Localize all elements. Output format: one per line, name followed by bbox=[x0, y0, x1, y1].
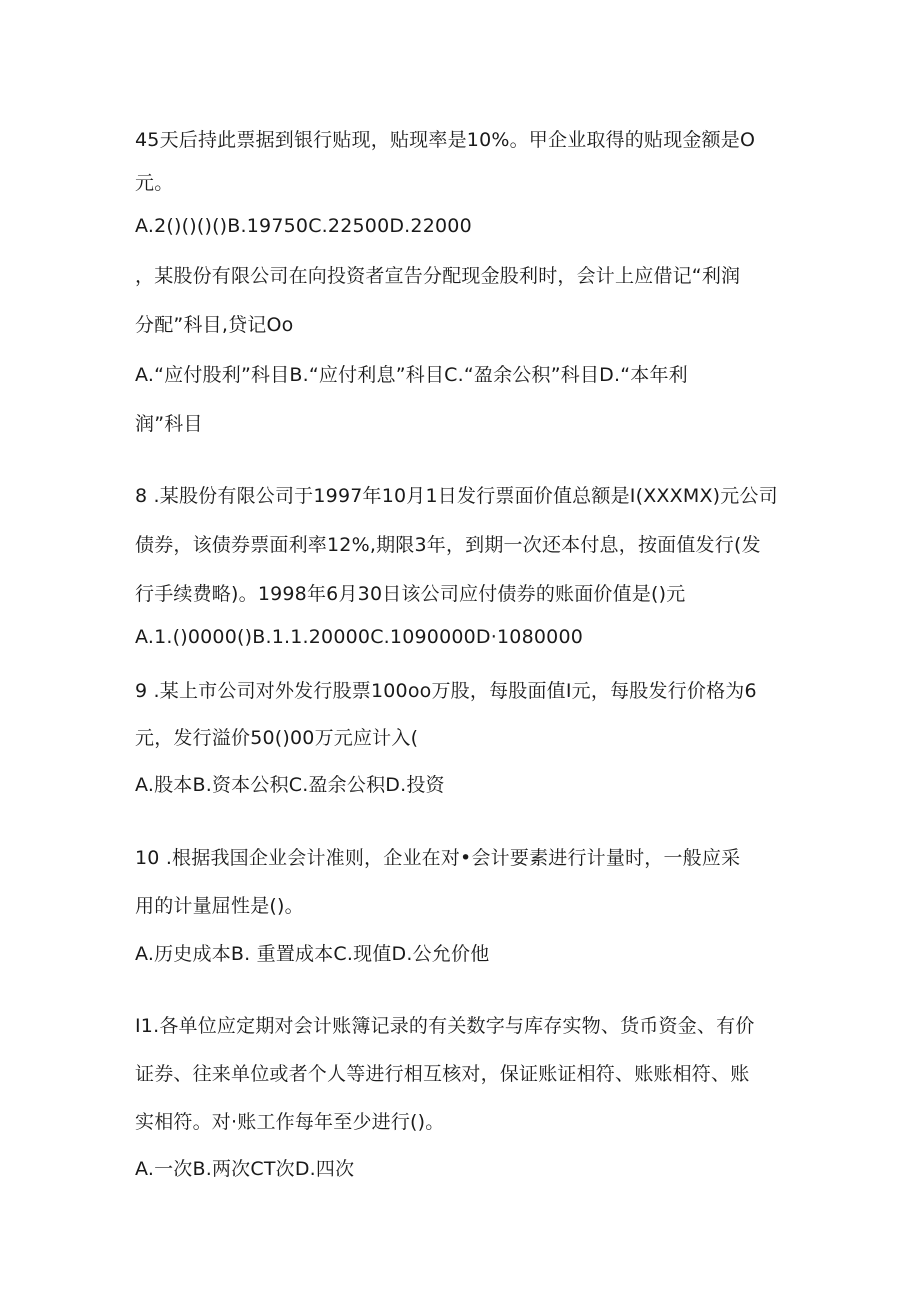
answer-options: A.股本B.资本公积C.盈余公积D.投资 bbox=[135, 774, 445, 796]
question-text: 9 .某上市公司对外发行股票100oo万股，每股面值I元，每股发行价格为6 bbox=[135, 680, 757, 702]
answer-options: A.2()()()()B.19750C.22500D.22000 bbox=[135, 215, 472, 237]
text-line: 分配”科目,贷记Oo bbox=[135, 314, 294, 336]
text-line: 元。 bbox=[135, 172, 174, 194]
question-text: 用的计量屈性是()。 bbox=[135, 895, 304, 917]
answer-options: A.历史成本B. 重置成本C.现值D.公允价他 bbox=[135, 943, 490, 965]
answer-options: A.“应付股利”科目B.“应付利息”科目C.“盈余公积”科目D.“本年利 bbox=[135, 364, 688, 386]
question-text: 证券、往来单位或者个人等进行相互核对，保证账证相符、账账相符、账 bbox=[135, 1063, 750, 1085]
question-text: 元，发行溢价50()00万元应计入( bbox=[135, 727, 419, 749]
question-text: 实相符。对·账工作每年至少进行()。 bbox=[135, 1111, 445, 1133]
answer-options: A.一次B.两次CT次D.四次 bbox=[135, 1158, 355, 1180]
question-text: 行手续费略)。1998年6月30日该公司应付债券的账面价值是()元 bbox=[135, 583, 686, 605]
question-text: I1.各单位应定期对会计账簿记录的有关数字与库存实物、货币资金、有价 bbox=[135, 1015, 755, 1037]
answer-options: A.1.()0000()B.1.1.20000C.1090000D·1080000 bbox=[135, 626, 584, 648]
question-text: 债券，该债券票面利率12%,期限3年，到期一次还本付息，按面值发行(发 bbox=[135, 534, 761, 556]
text-line: ，某股份有限公司在向投资者宣告分配现金股利时，会计上应借记“利润 bbox=[135, 265, 741, 287]
question-text: 8 .某股份有限公司于1997年10月1日发行票面价值总额是I(XXXMX)元公司 bbox=[135, 485, 778, 507]
question-text: 10 .根据我国企业会计准则，企业在对•会计要素进行计量时，一般应采 bbox=[135, 847, 741, 869]
answer-options: 润”科目 bbox=[135, 413, 203, 435]
text-line: 45天后持此票据到银行贴现，贴现率是10%。甲企业取得的贴现金额是O bbox=[135, 129, 756, 151]
